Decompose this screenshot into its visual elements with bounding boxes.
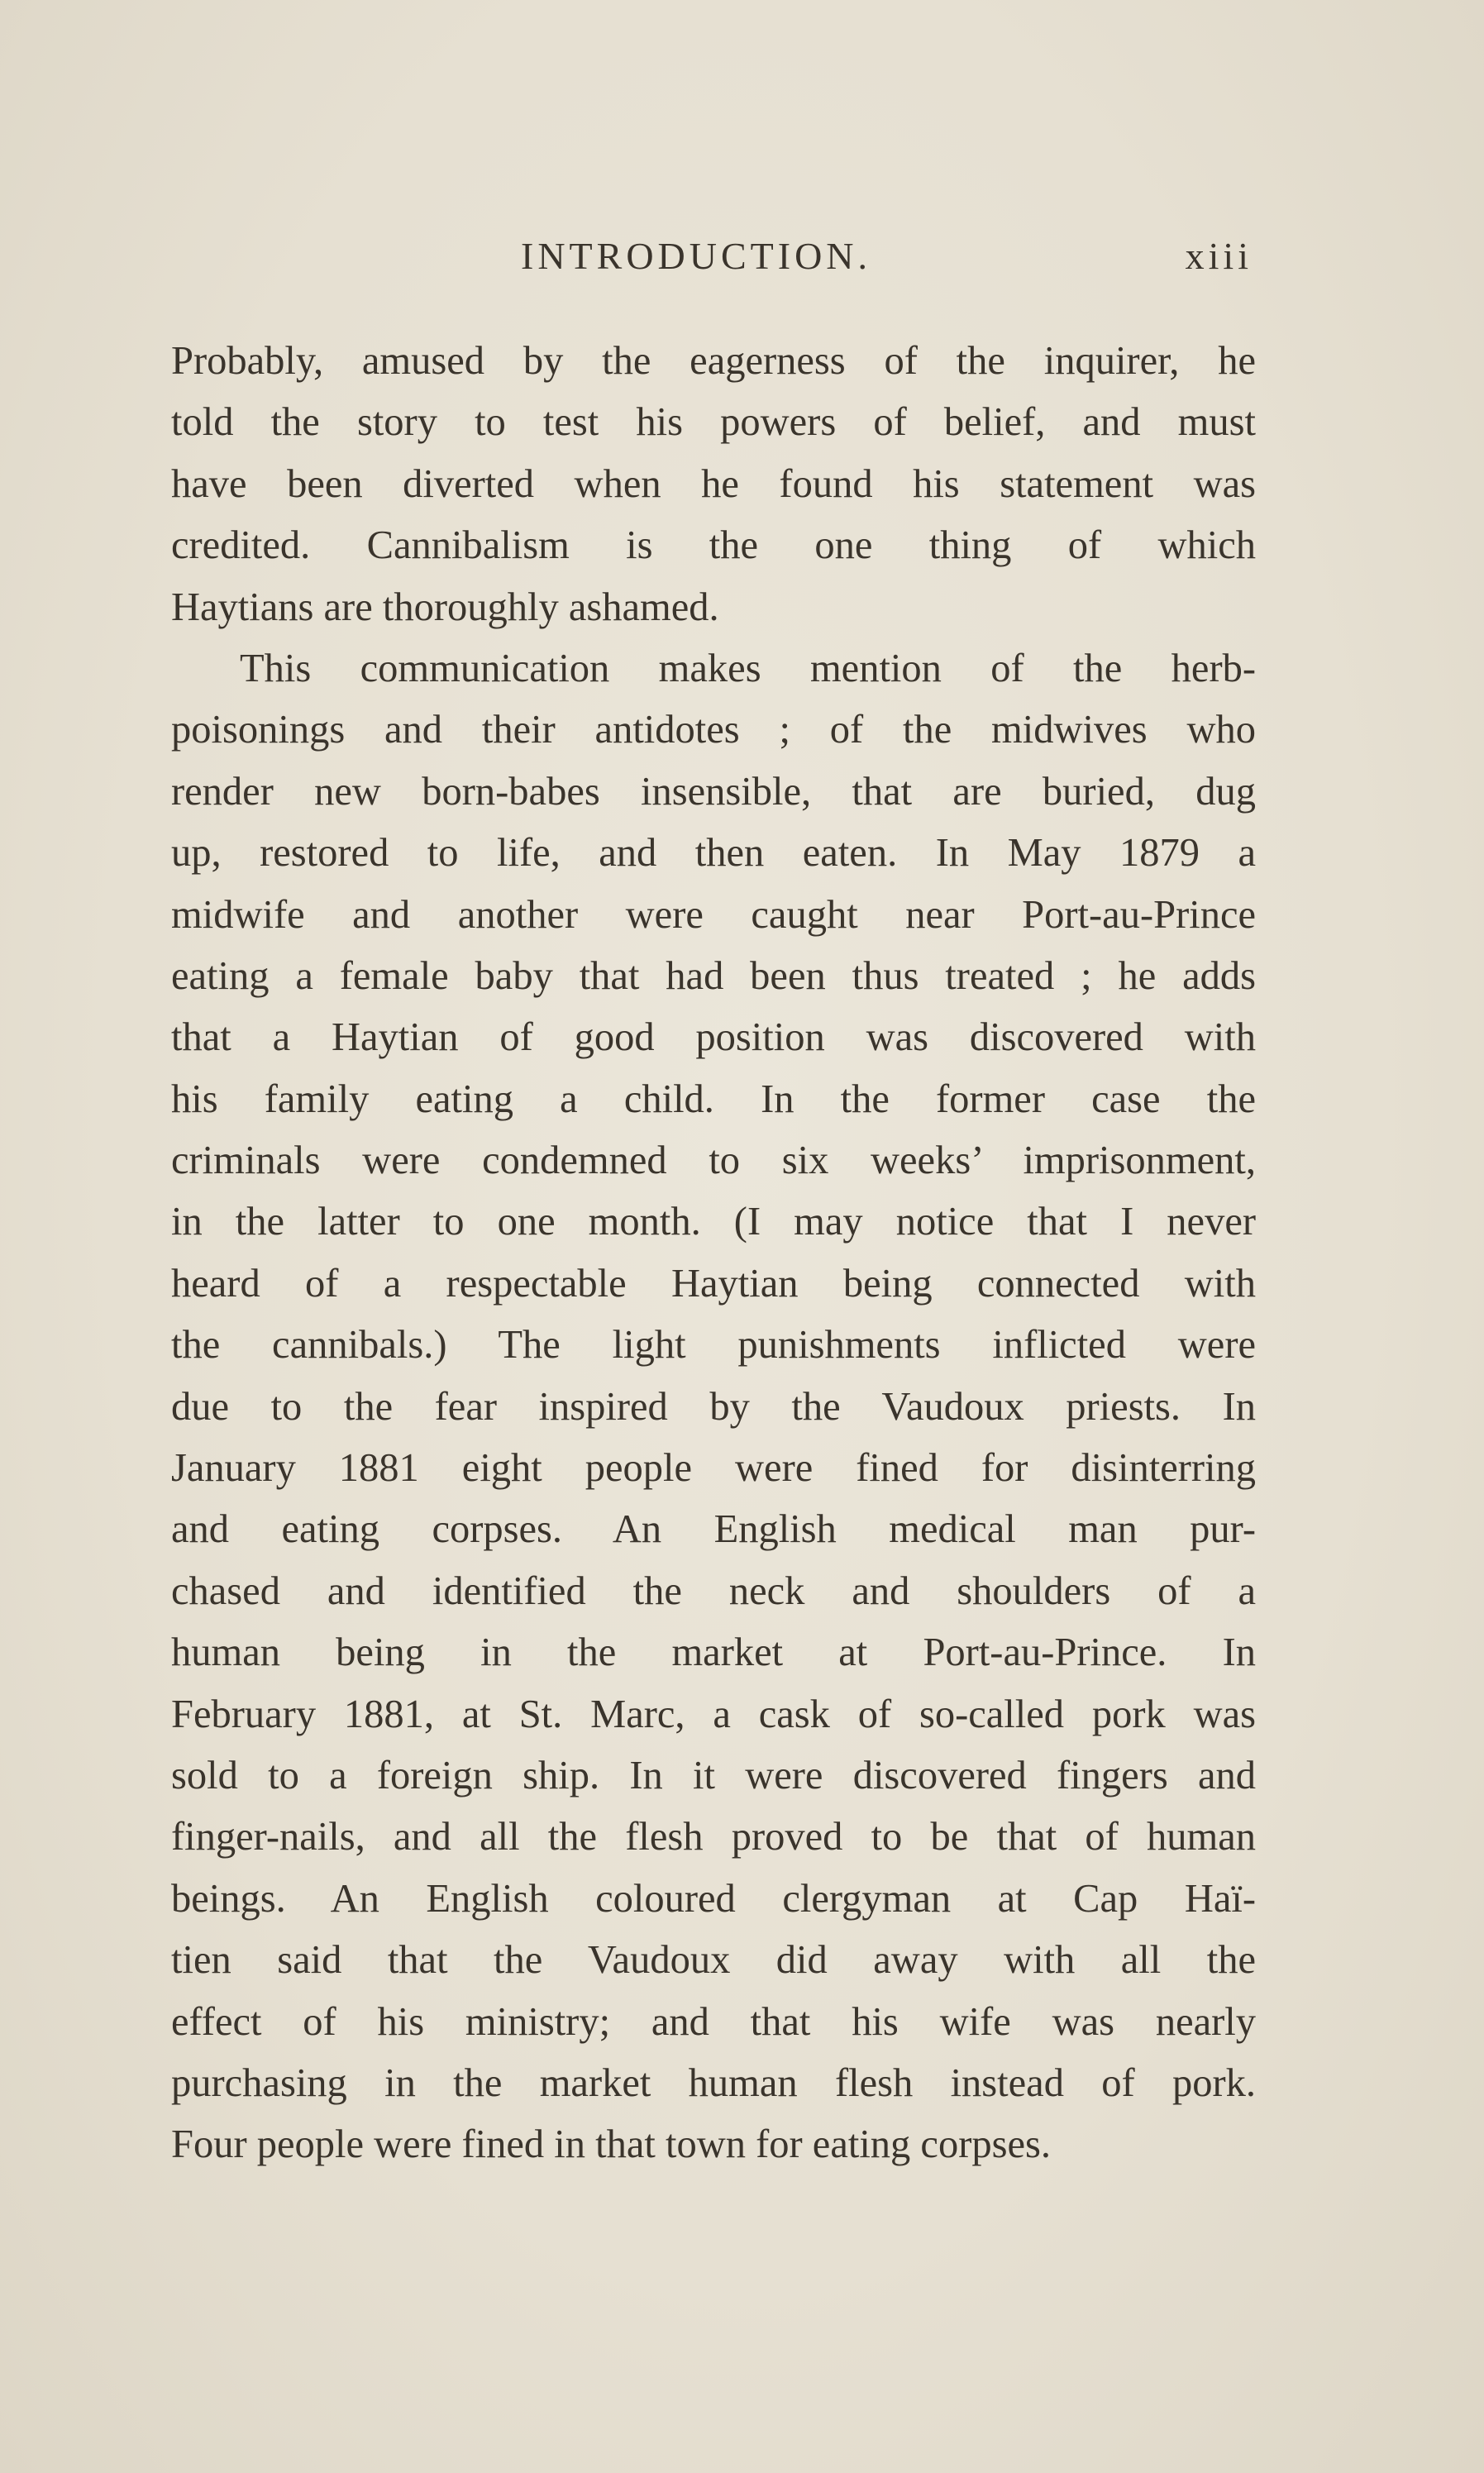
text-line: finger-nails, and all the flesh proved to be that of human xyxy=(171,1815,1256,1860)
text-line: chased and identified the neck and shoulders of a xyxy=(171,1568,1256,1613)
body-text xyxy=(171,331,1256,2176)
text-line: in the latter to one month. (I may notice that I never xyxy=(171,1200,1256,1244)
text-line: credited. Cannibalism is the one thing of which xyxy=(171,523,1256,568)
text-line: February 1881, at St. Marc, a cask of so-called pork was xyxy=(171,1692,1256,1736)
text-line: midwife and another were caught near Port-au-Prince xyxy=(171,892,1256,937)
text-line: up, restored to life, and then eaten. In May 1879 a xyxy=(171,831,1256,876)
text-line: purchasing in the market human flesh instead of pork. xyxy=(171,2060,1256,2105)
text-line: human being in the market at Port-au-Prince. In xyxy=(171,1630,1256,1675)
text-line: that a Haytian of good position was discovered with xyxy=(171,1015,1256,1060)
text-line: criminals were condemned to six weeks’ imprisonment, xyxy=(171,1139,1256,1183)
text-line: heard of a respectable Haytian being connected with xyxy=(171,1261,1256,1306)
text-line: Haytians are thoroughly ashamed. xyxy=(171,585,719,629)
text-line: Probably, amused by the eagerness of the inquirer, he xyxy=(171,339,1256,383)
text-line: beings. An English coloured clergyman at Cap Haï- xyxy=(171,1876,1256,1921)
text-line: sold to a foreign ship. In it were discovered fingers and xyxy=(171,1753,1256,1797)
text-line: January 1881 eight people were fined for disinterring xyxy=(171,1446,1256,1491)
text-line: render new born-babes insensible, that are buried, dug xyxy=(171,769,1256,814)
text-line: tien said that the Vaudoux did away with all the xyxy=(171,1938,1256,1983)
text-line: eating a female baby that had been thus treated ; he adds xyxy=(171,953,1256,998)
running-head: INTRODUCTION. xyxy=(521,235,872,277)
text-line: due to the fear inspired by the Vaudoux priests. In xyxy=(171,1384,1256,1429)
text-line: poisonings and their antidotes ; of the midwives who xyxy=(171,708,1256,752)
text-line: have been diverted when he found his statement was xyxy=(171,461,1256,506)
text-line: and eating corpses. An English medical man pur- xyxy=(171,1507,1256,1552)
text-line: his family eating a child. In the former case the xyxy=(171,1077,1256,1121)
text-line: This communication makes mention of the herb- xyxy=(240,646,1256,690)
text-line: told the story to test his powers of belief, and must xyxy=(171,400,1256,445)
text-line: Four people were fined in that town for eating corpses. xyxy=(171,2122,1051,2167)
text-line: effect of his ministry; and that his wife was nearly xyxy=(171,1999,1256,2044)
page-header xyxy=(174,234,1253,284)
text-line: the cannibals.) The light punishments inflicted were xyxy=(171,1323,1256,1368)
page-number: xiii xyxy=(1185,235,1253,277)
